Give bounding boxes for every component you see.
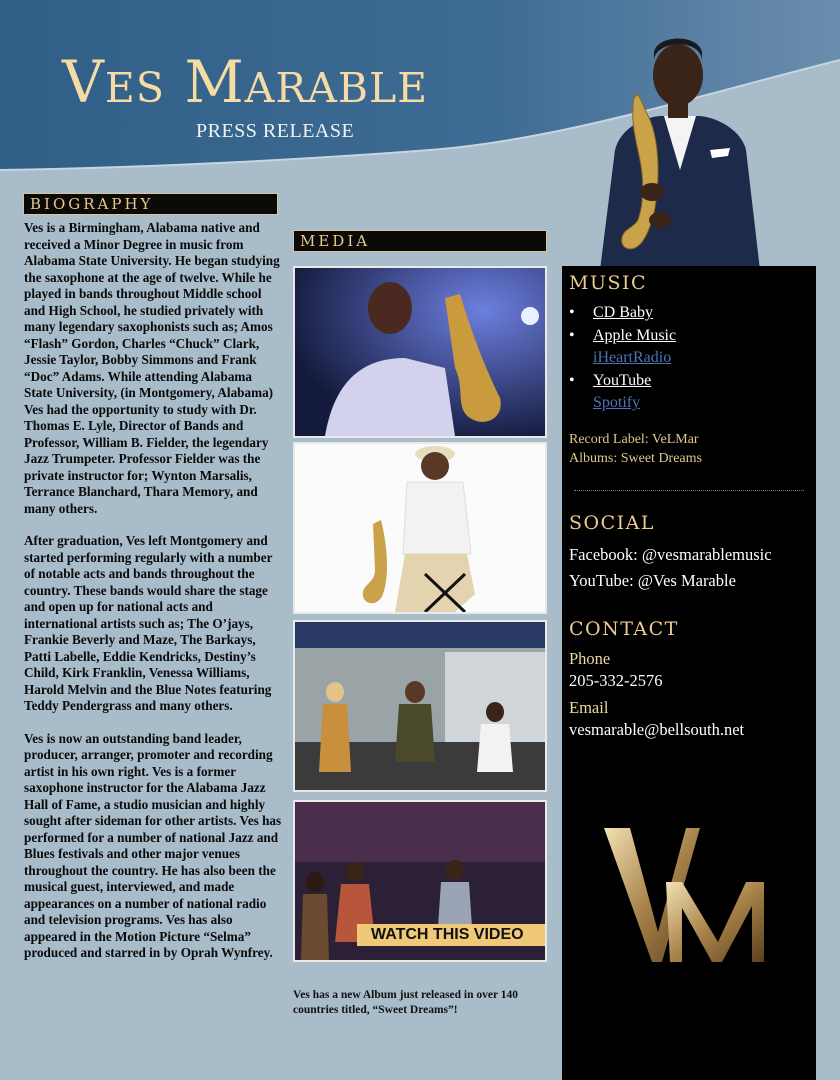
media-photo-stage-saxophone bbox=[293, 266, 547, 438]
email-label: Email bbox=[569, 698, 609, 717]
music-link-label[interactable]: iHeartRadio bbox=[593, 349, 672, 366]
media-photo-outdoor-band bbox=[293, 620, 547, 792]
music-link-iheartradio[interactable] bbox=[569, 347, 809, 370]
record-info bbox=[569, 430, 702, 468]
section-divider bbox=[574, 490, 804, 491]
music-link-cd-baby[interactable] bbox=[569, 302, 809, 325]
music-link-label[interactable]: Spotify bbox=[593, 394, 641, 411]
music-link-apple-music[interactable] bbox=[569, 325, 809, 348]
media-video-thumbnail[interactable] bbox=[293, 800, 547, 962]
albums-info: Albums: Sweet Dreams bbox=[569, 451, 702, 466]
music-link-label[interactable]: CD Baby bbox=[593, 304, 653, 321]
info-panel bbox=[562, 266, 816, 1080]
record-label: Record Label: VeLMar bbox=[569, 432, 699, 447]
youtube-handle[interactable]: YouTube: @Ves Marable bbox=[569, 571, 736, 590]
music-link-label[interactable]: YouTube bbox=[593, 371, 652, 389]
social-info bbox=[569, 542, 772, 594]
facebook-handle[interactable]: Facebook: @vesmarablemusic bbox=[569, 545, 772, 564]
artist-portrait bbox=[560, 20, 800, 270]
media-photo-seated-saxophonist bbox=[293, 442, 547, 614]
vm-logo bbox=[596, 822, 792, 972]
contact-heading: CONTACT bbox=[569, 618, 679, 640]
biography-text bbox=[24, 220, 282, 978]
social-heading: SOCIAL bbox=[569, 512, 655, 534]
biography-paragraph: Ves is now an outstanding band leader, producer, arranger, promoter and recording artist in his own right. Ves is a former saxophone instructor for the Alabama Jazz Hall of Fame, a studio musician and highly sought after sideman for other artists. Ves has performed for a number of national Jazz and Blues festivals and other major venues throughout the country. He has also been the musical guest, interviewed, and made appearances on a number of national radio and television programs. Ves has also appeared in the Motion Picture “Selma” produced and starred in by Oprah Wynfrey. bbox=[24, 730, 282, 960]
album-note: Ves has a new Album just released in over 140 countries titled, “Sweet Dreams”! bbox=[293, 989, 519, 1016]
biography-paragraph: After graduation, Ves left Montgomery and started performing regularly with a number of notable acts and bands throughout the country. These bands would share the stage and open up for national acts and international artists such as; The O’jays, Frankie Beverly and Maze, The Barkays, Patti Labelle, Eddie Kendricks, Destiny’s Child, Kirk Franklin, Venessa Williams, Harold Melvin and the Blue Notes featuring Teddy Pendergrass and many others. bbox=[24, 533, 273, 713]
page-subtitle: PRESS RELEASE bbox=[196, 120, 355, 142]
phone-number[interactable]: 205-332-2576 bbox=[569, 671, 663, 690]
watch-video-button[interactable]: WATCH THIS VIDEO bbox=[357, 924, 547, 946]
music-links-list bbox=[569, 302, 809, 415]
contact-info bbox=[569, 648, 744, 741]
music-link-youtube[interactable] bbox=[569, 370, 809, 393]
media-heading: MEDIA bbox=[293, 230, 547, 252]
biography-paragraph: Ves is a Birmingham, Alabama native and received a Minor Degree in music from Alabama State University. He began studying the saxophone at the age of twelve. While he played in bands throughout Middle school and High School, he studied privately with many legendary saxophonists such as; Amos “Flash” Gordon, Charles “Chuck” Clark, Jessie Taylor, Bobby Simmons and Frank “Doc” Adams. While attending Alabama State University, (in Montgomery, Alabama) Ves had the opportunity to study with Dr. Thomas E. Lyle, Director of Bands and Professor, William B. Fielder, the legendary Jazz Trumpeter. Professor Fielder was the private instructor for; Wynton Marsalis, Terrance Blanchard, Thara Memory, and many others. bbox=[24, 220, 280, 516]
music-link-label[interactable]: Apple Music bbox=[593, 326, 677, 344]
email-address[interactable]: vesmarable@bellsouth.net bbox=[569, 720, 745, 739]
phone-label: Phone bbox=[569, 649, 611, 668]
music-heading: MUSIC bbox=[569, 272, 648, 294]
music-link-spotify[interactable] bbox=[569, 392, 809, 415]
page-title: Ves Marable bbox=[62, 48, 429, 116]
biography-heading: BIOGRAPHY bbox=[23, 193, 278, 215]
